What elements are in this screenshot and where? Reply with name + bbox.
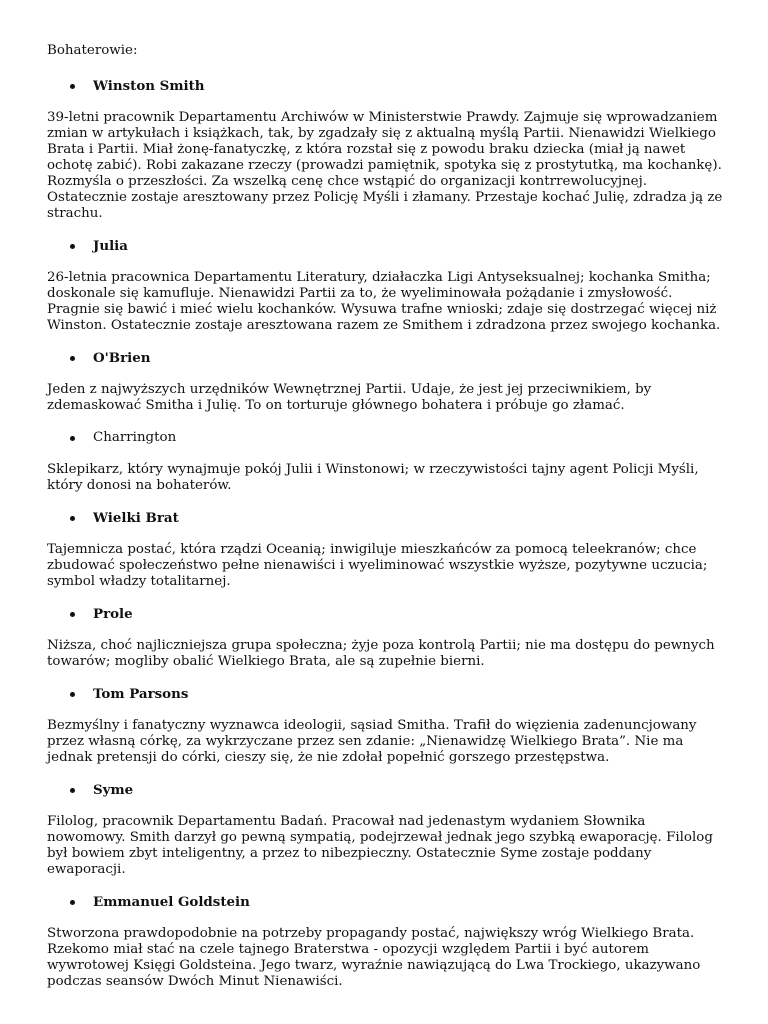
- character-name: Wielki Brat: [47, 510, 727, 526]
- character-description: Filolog, pracownik Departamentu Badań. Pracował nad jedenastym wydaniem Słownika nowomowy. Smith darzył go pewną sympatią, podejrzewał jednak jego szybką ewaporację. Filolog był bowiem zbyt inteligentny, a przez to nibezpieczny. Ostatecznie Syme zostaje poddany ewaporacji.: [47, 814, 713, 877]
- character-wielki-brat: [47, 510, 727, 590]
- character-name: Winston Smith: [47, 78, 727, 94]
- character-name: Charrington: [47, 430, 727, 446]
- character-name: Emmanuel Goldstein: [47, 894, 727, 910]
- character-name: Prole: [47, 606, 727, 622]
- character-emmanuel-goldstein: [47, 894, 727, 990]
- character-tom-parsons: [47, 686, 727, 766]
- character-name: O'Brien: [47, 350, 727, 366]
- character-obrien: [47, 350, 727, 414]
- character-description: Niższa, choć najliczniejsza grupa społeczna; żyje poza kontrolą Partii; nie ma dostępu do pewnych towarów; mogliby obalić Wielkiego Brata, ale są zupełnie bierni.: [47, 638, 715, 669]
- character-name: Julia: [47, 238, 727, 254]
- character-description: 26-letnia pracownica Departamentu Literatury, działaczka Ligi Antyseksualnej; kochanka Smitha; doskonale się kamufluje. Nienawidzi Partii za to, że wyeliminowała pożądanie i zmysłowość. Pragnie się bawić i mieć wielu kochanków. Wysuwa trafne wnioski; zdaje się dostrzegać więcej niż Winston. Ostatecznie zostaje aresztowana razem ze Smithem i zdradzona przez swojego kochanka.: [47, 270, 721, 333]
- character-charrington: [47, 430, 727, 494]
- character-description: Sklepikarz, który wynajmuje pokój Julii i Winstonowi; w rzeczywistości tajny agent Policji Myśli, który donosi na bohaterów.: [47, 462, 699, 493]
- character-prole: [47, 606, 727, 670]
- character-name: Tom Parsons: [47, 686, 727, 702]
- document-page: [47, 43, 727, 1006]
- character-description: Tajemnicza postać, która rządzi Oceanią; inwigiluje mieszkańców za pomocą teleekranów; chce zbudować społeczeństwo pełne nienawiści i wyeliminować wszystkie wyższe, pozytywne uczucia; symbol władzy totalitarnej.: [47, 542, 708, 589]
- intro-heading: Bohaterowie:: [47, 43, 138, 58]
- character-description: Bezmyślny i fanatyczny wyznawca ideologii, sąsiad Smitha. Trafił do więzienia zadenuncjowany przez własną córkę, za wykrzyczane przez sen zdanie: „Nienawidzę Wielkiego Brata”. Nie ma jednak pretensji do córki, cieszy się, że nie zdołał popełnić gorszego przestępstwa.: [47, 718, 697, 765]
- character-description: 39-letni pracownik Departamentu Archiwów w Ministerstwie Prawdy. Zajmuje się wprowadzaniem zmian w artykułach i książkach, tak, by zgadzały się z aktualną myślą Partii. Nienawidzi Wielkiego Brata i Partii. Miał żonę-fanatyczkę, z która rozstał się z powodu braku dziecka (miał ją nawet ochotę zabić). Robi zakazane rzeczy (prowadzi pamiętnik, spotyka się z prostytutką, ma kochankę). Rozmyśla o przeszłości. Za wszelką cenę chce wstąpić do organizacji kontrrewolucyjnej. Ostatecznie zostaje aresztowany przez Policję Myśli i złamany. Przestaje kochać Julię, zdradza ją ze strachu.: [47, 110, 723, 221]
- character-winston-smith: [47, 78, 727, 222]
- character-description: Stworzona prawdopodobnie na potrzeby propagandy postać, największy wróg Wielkiego Brata. Rzekomo miał stać na czele tajnego Braterstwa - opozycji względem Partii i być autorem wywrotowej Księgi Goldsteina. Jego twarz, wyraźnie nawiązującą do Lwa Trockiego, ukazywano podczas seansów Dwóch Minut Nienawiści.: [47, 926, 701, 989]
- character-description: Jeden z najwyższych urzędników Wewnętrznej Partii. Udaje, że jest jej przeciwnikiem, by zdemaskować Smitha i Julię. To on torturuje głównego bohatera i próbuje go złamać.: [47, 382, 652, 413]
- character-name: Syme: [47, 782, 727, 798]
- character-syme: [47, 782, 727, 878]
- character-julia: [47, 238, 727, 334]
